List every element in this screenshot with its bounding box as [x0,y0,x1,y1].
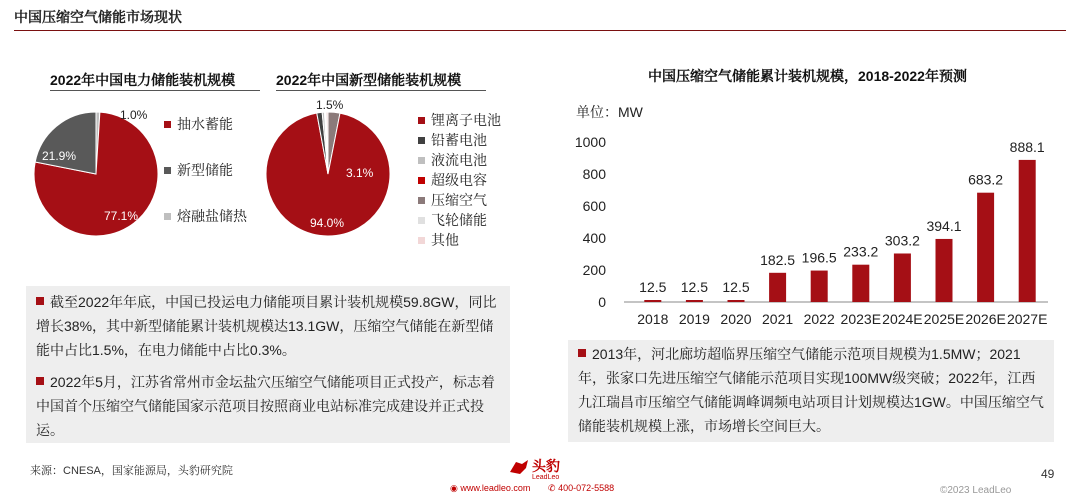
legend-swatch [164,167,171,174]
legend-swatch [418,137,425,144]
bar-2027E [1019,160,1036,302]
legend-swatch [418,237,425,244]
bar-value-label: 303.2 [884,232,920,249]
website-link[interactable] [450,483,530,494]
legend-swatch [418,117,425,124]
bar-value-label: 182.5 [760,251,796,268]
x-tick-label: 2021 [762,311,794,327]
x-tick-label: 2022 [803,311,835,327]
page-title: 中国压缩空气储能市场现状 [14,9,182,25]
legend-swatch [418,157,425,164]
phone-icon: ✆ [548,483,556,493]
y-tick-label: 0 [598,294,606,310]
bar-value-label: 12.5 [639,279,667,295]
bar-2018 [644,300,661,302]
x-tick-label: 2019 [678,311,710,327]
legend-label: 锂离子电池 [431,112,501,128]
bar-value-label: 394.1 [926,217,962,234]
legend-swatch [164,121,171,128]
y-tick-label: 400 [582,230,606,246]
leopard-logo-icon [508,458,530,478]
pie1-callout-label: 1.0% [120,108,148,122]
left-notes-box [26,286,510,443]
bar-value-label: 196.5 [801,249,837,266]
bar-value-label: 12.5 [722,279,750,295]
bar-value-label: 683.2 [968,171,1004,188]
note-text: 2022年5月，江苏省常州市金坛盐穴压缩空气储能项目正式投产，标志着中国首个压缩空气储能国家示范项目按照商业电站标准完成建设并正式投运。 [36,374,495,438]
pie2-legend-item [418,110,501,130]
website-text: www.leadleo.com [460,483,531,493]
pie2-legend-item [418,170,487,190]
legend-label: 铅蓄电池 [431,132,487,148]
bar-2021 [769,273,786,302]
pie2-legend-item [418,210,487,230]
x-tick-label: 2020 [720,311,752,327]
legend-label: 其他 [431,232,459,248]
pie1-slice-label-抽水蓄能: 77.1% [104,209,139,223]
pie2-legend-item [418,190,487,210]
pie1-legend-item [164,160,233,180]
brand-name: 头豹 [532,458,560,474]
pie2-legend-item [418,150,487,170]
pie1-title-underline [50,90,260,91]
note-text: 截至2022年年底，中国已投运电力储能项目累计装机规模59.8GW，同比增长38%，其中新型储能累计装机规模达13.1GW，压缩空气储能在新型储能中占比1.5%，在电力储能中占比0.3%。 [36,294,497,358]
x-tick-label: 2023E [840,311,882,327]
title-divider [14,30,1066,31]
x-tick-label: 2027E [1006,311,1048,327]
right-notes-box [568,340,1054,442]
x-tick-label: 2025E [923,311,965,327]
bar-chart [560,120,1060,332]
note-item [36,370,502,442]
bar-2024E [894,253,911,302]
bar-value-label: 12.5 [680,279,709,295]
legend-swatch [418,217,425,224]
bar-2026E [977,193,994,302]
legend-label: 超级电容 [431,172,487,188]
pie1-legend-item [164,206,247,226]
globe-icon: ◉ [450,483,458,493]
note-text: 2013年，河北廊坊超临界压缩空气储能示范项目规模为1.5MW；2021年，张家口先进压缩空气储能示范项目实现100MW级突破；2022年，江西九江瑞昌市压缩空气储能调峰调频电站项目计划规模达1GW。中国压缩空气储能装机规模上涨，市场增长空间巨大。 [578,346,1044,434]
bar-2023E [852,265,869,302]
pie1-slice-label-新型储能: 21.9% [42,149,77,163]
bar-chart-unit: 单位：MW [576,104,643,120]
bar-2020 [728,300,745,302]
bullet-icon [36,377,44,385]
legend-label: 熔融盐储热 [177,208,247,224]
pie2-slice-label-压缩空气: 3.1% [346,166,374,180]
legend-label: 压缩空气 [431,192,487,208]
x-tick-label: 2024E [882,311,923,327]
bar-2025E [936,239,953,302]
pie1-title: 2022年中国电力储能装机规模 [50,72,236,88]
bar-2022 [811,271,828,302]
legend-label: 新型储能 [177,162,233,178]
bar-2019 [686,300,703,302]
legend-swatch [418,197,425,204]
legend-label: 抽水蓄能 [177,116,233,132]
bar-value-label: 233.2 [843,243,879,260]
y-tick-label: 200 [582,262,606,278]
x-tick-label: 2026E [965,311,1006,327]
phone-info [548,483,614,494]
pie2-legend-item [418,130,487,150]
bullet-icon [36,297,44,305]
pie2-legend-item [418,230,459,250]
legend-label: 液流电池 [431,152,487,168]
bar-value-label: 888.1 [1009,138,1045,155]
bullet-icon [578,349,586,357]
legend-swatch [418,177,425,184]
pie1-chart [30,108,170,248]
pie2-slice-label-锂离子电池: 94.0% [310,216,345,230]
pie2-title-underline [276,90,486,91]
phone-text: 400-072-5588 [558,483,615,493]
note-item [578,342,1048,438]
y-tick-label: 600 [582,198,606,214]
y-tick-label: 800 [582,166,606,182]
page-number: 49 [1041,467,1055,481]
legend-label: 飞轮储能 [431,212,487,228]
pie2-callout-label: 1.5% [316,98,344,112]
bar-chart-title: 中国压缩空气储能累计装机规模，2018-2022年预测 [648,68,967,84]
legend-swatch [164,213,171,220]
brand-sub: LeadLeo [532,474,560,481]
y-tick-label: 1000 [574,134,606,150]
pie2-title: 2022年中国新型储能装机规模 [276,72,462,88]
x-tick-label: 2018 [637,311,669,327]
source-note: 来源：CNESA，国家能源局，头豹研究院 [30,465,233,477]
pie1-legend-item [164,114,233,134]
copyright: ©2023 LeadLeo [940,485,1012,496]
note-item [36,290,502,362]
